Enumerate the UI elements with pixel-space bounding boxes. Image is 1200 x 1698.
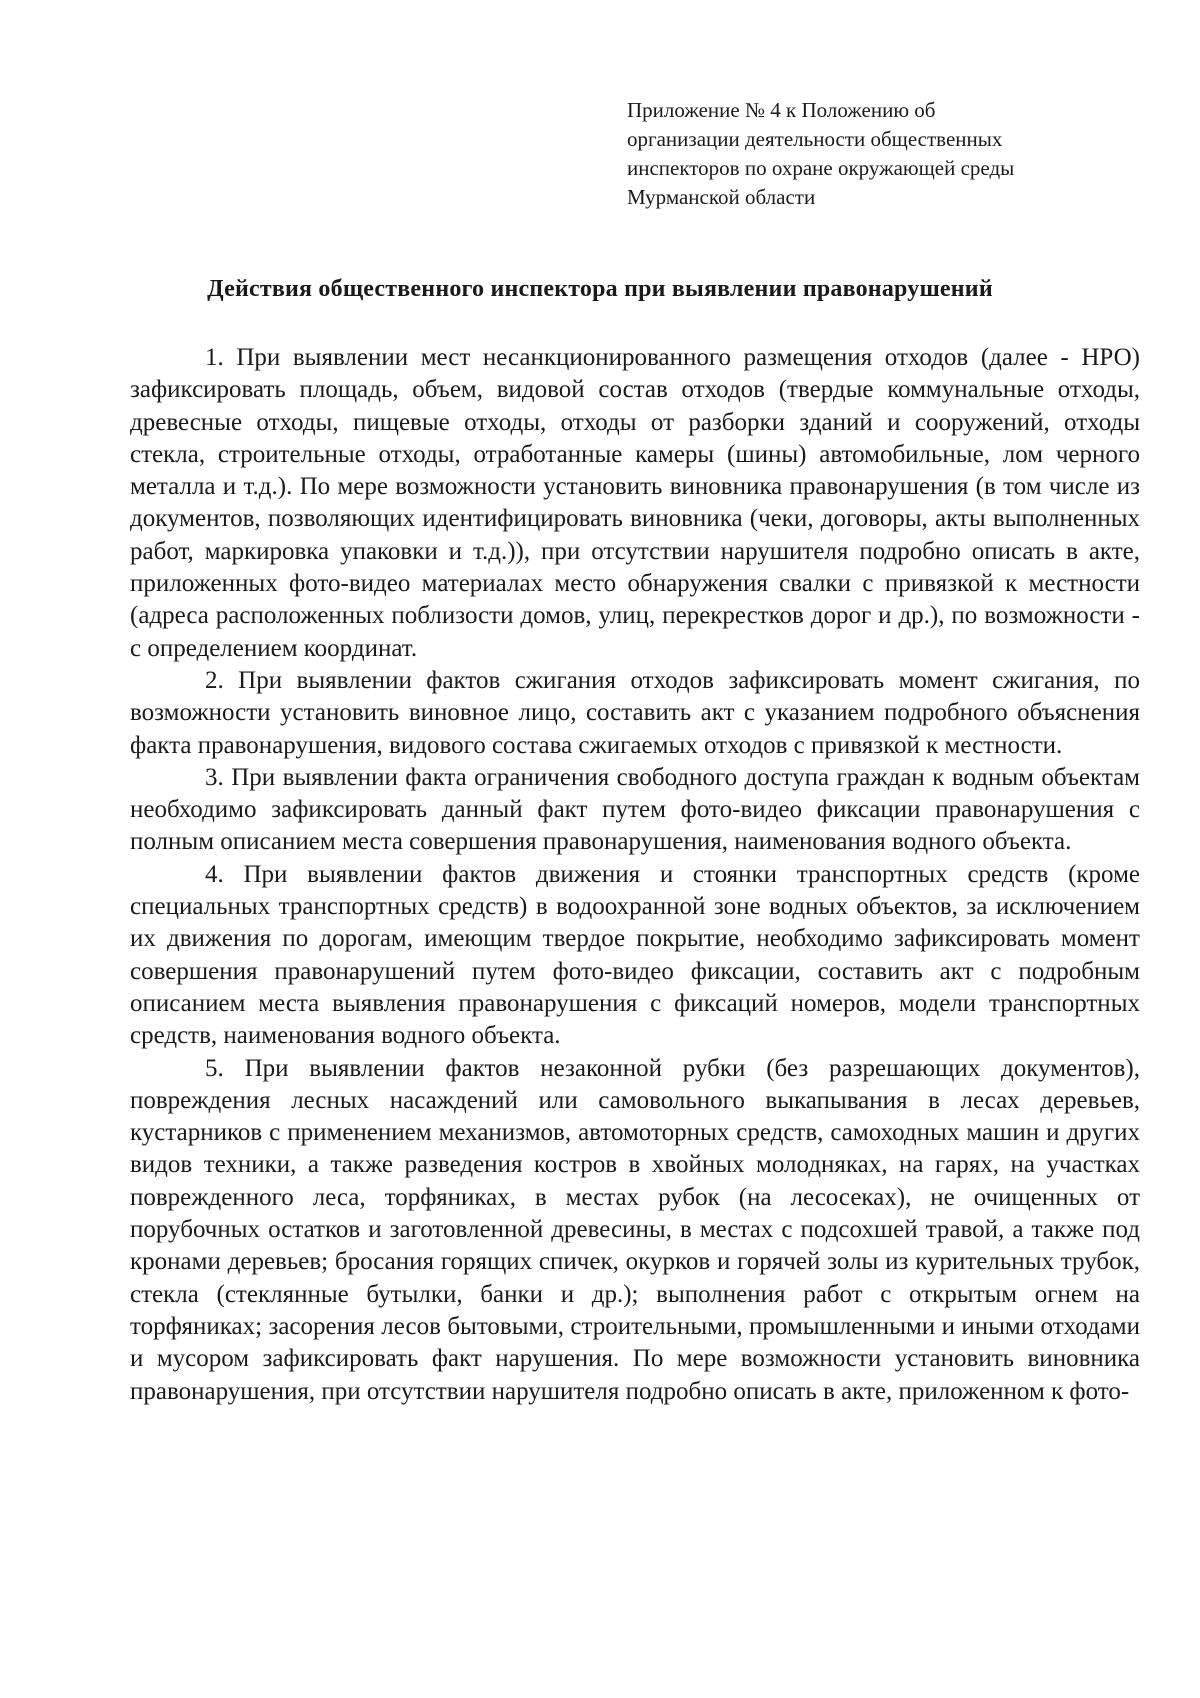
paragraph-4: 4. При выявлении фактов движения и стоянки транспортных средств (кроме специальных транспортных средств) в водоохранной зоне водных объектов, за исключением их движения по дорогам, имеющим твердое покрытие, необходимо зафиксировать момент совершения правонарушений путем фото-видео фиксации, составить акт с подробным описанием места выявления правонарушения с фиксаций номеров, модели транспортных средств, наименования водного объекта. <box>130 860 1140 1050</box>
paragraph-3: 3. При выявлении факта ограничения свободного доступа граждан к водным объектам необходимо зафиксировать данный факт путем фото-видео фиксации правонарушения с полным описанием места совершения правонарушения, наименования водного объекта. <box>130 763 1140 856</box>
appendix-line: организации деятельности общественных <box>627 127 1003 151</box>
appendix-line: инспекторов по охране окружающей среды <box>627 156 1015 180</box>
document-title: Действия общественного инспектора при выявлении правонарушений <box>207 276 993 302</box>
appendix-line: Приложение № 4 к Положению об <box>627 98 936 122</box>
paragraph-2: 2. При выявлении фактов сжигания отходов зафиксировать момент сжигания, по возможности установить виновное лицо, составить акт с указанием подробного объяснения факта правонарушения, видового состава сжигаемых отходов с привязкой к местности. <box>130 666 1140 759</box>
appendix-header <box>627 96 1127 212</box>
paragraph-5: 5. При выявлении фактов незаконной рубки (без разрешающих документов), повреждения лесных насаждений или самовольного выкапывания в лесах деревьев, кустарников с применением механизмов, автомоторных средств, самоходных машин и других видов техники, а также разведения костров в хвойных молодняках, на гарях, на участках поврежденного леса, торфяниках, в местах рубок (на лесосеках), не очищенных от порубочных остатков и заготовленной древесины, в местах с подсохшей травой, а также под кронами деревьев; бросания горящих спичек, окурков и горячей золы из курительных трубок, стекла (стеклянные бутылки, банки и др.); выполнения работ с открытым огнем на торфяниках; засорения лесов бытовыми, строительными, промышленными и иными отходами и мусором зафиксировать факт нарушения. По мере возможности установить виновника правонарушения, при отсутствии нарушителя подробно описать в акте, приложенном к фото- <box>130 1054 1140 1405</box>
paragraph-1: 1. При выявлении мест несанкционированного размещения отходов (далее - НРО) зафиксировать площадь, объем, видовой состав отходов (твердые коммунальные отходы, древесные отходы, пищевые отходы, отходы от разборки зданий и сооружений, отходы стекла, строительные отходы, отработанные камеры (шины) автомобильные, лом черного металла и т.д.). По мере возможности установить виновника правонарушения (в том числе из документов, позволяющих идентифицировать виновника (чеки, договоры, акты выполненных работ, маркировка упаковки и т.д.)), при отсутствии нарушителя подробно описать в акте, приложенных фото-видео материалах место обнаружения свалки с привязкой к местности (адреса расположенных поблизости домов, улиц, перекрестков дорог и др.), по возможности - с определением координат. <box>130 344 1140 662</box>
document-body <box>130 342 1140 1408</box>
appendix-line: Мурманской области <box>627 185 816 209</box>
